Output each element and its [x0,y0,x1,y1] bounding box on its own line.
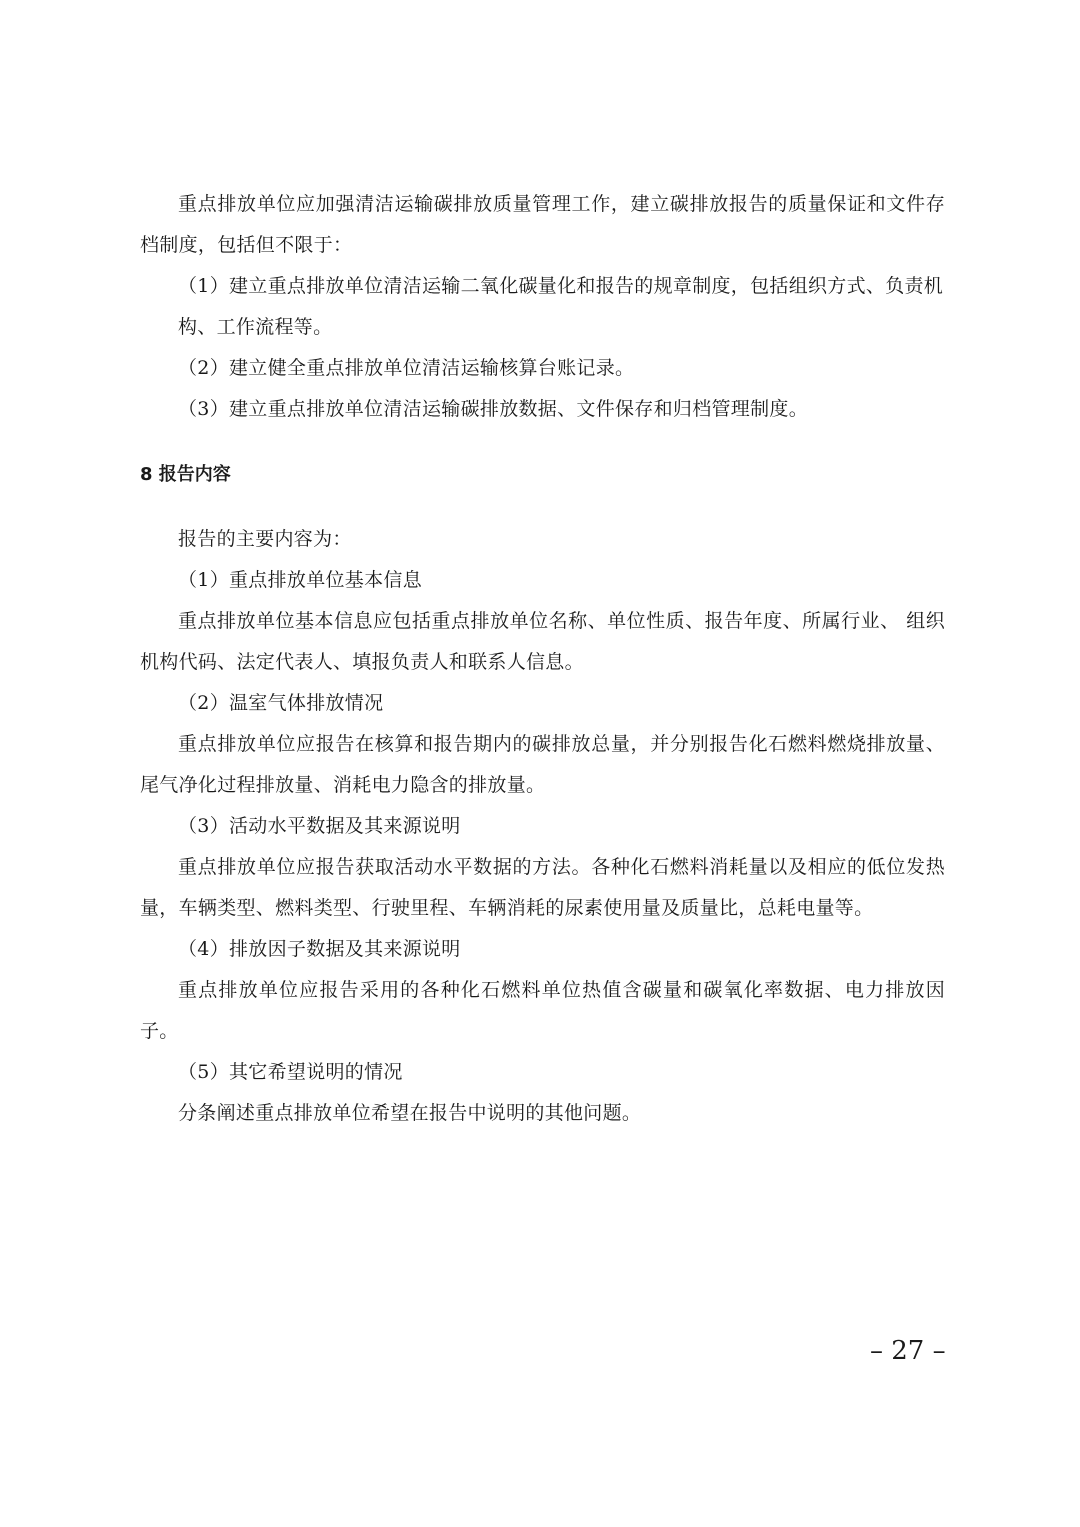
subsection-text-5: 分条阐述重点排放单位希望在报告中说明的其他问题。 [178,1102,642,1124]
page-number: – 27 – [870,1336,946,1366]
intro-paragraph: 重点排放单位应加强清洁运输碳排放质量管理工作，建立碳排放报告的质量保证和文件存档制度，包括但不限于： [140,193,945,256]
list-item-3: （3）建立重点排放单位清洁运输碳排放数据、文件保存和归档管理制度。 [178,398,808,420]
subsection-text-3: 重点排放单位应报告获取活动水平数据的方法。各种化石燃料消耗量以及相应的低位发热量，车辆类型、燃料类型、行驶里程、车辆消耗的尿素使用量及质量比，总耗电量等。 [140,856,945,919]
section-heading: 8 报告内容 [140,464,231,485]
subsection-title-3: （3）活动水平数据及其来源说明 [178,815,461,837]
subsection-title-1: （1）重点排放单位基本信息 [178,569,422,591]
subsection-title-5: （5）其它希望说明的情况 [178,1061,403,1083]
subsection-title-4: （4）排放因子数据及其来源说明 [178,938,461,960]
list-item-2: （2）建立健全重点排放单位清洁运输核算台账记录。 [178,357,635,379]
list-item-1: （1）建立重点排放单位清洁运输二氧化碳量化和报告的规章制度，包括组织方式、负责机构、工作流程等。 [178,275,944,338]
section-intro: 报告的主要内容为： [178,528,352,550]
subsection-title-2: （2）温室气体排放情况 [178,692,384,714]
document-page [140,184,945,1134]
subsection-text-2: 重点排放单位应报告在核算和报告期内的碳排放总量，并分别报告化石燃料燃烧排放量、尾气净化过程排放量、消耗电力隐含的排放量。 [140,733,945,796]
subsection-text-4: 重点排放单位应报告采用的各种化石燃料单位热值含碳量和碳氧化率数据、电力排放因子。 [140,979,945,1042]
subsection-text-1: 重点排放单位基本信息应包括重点排放单位名称、单位性质、报告年度、所属行业、 组织机构代码、法定代表人、填报负责人和联系人信息。 [140,610,945,673]
